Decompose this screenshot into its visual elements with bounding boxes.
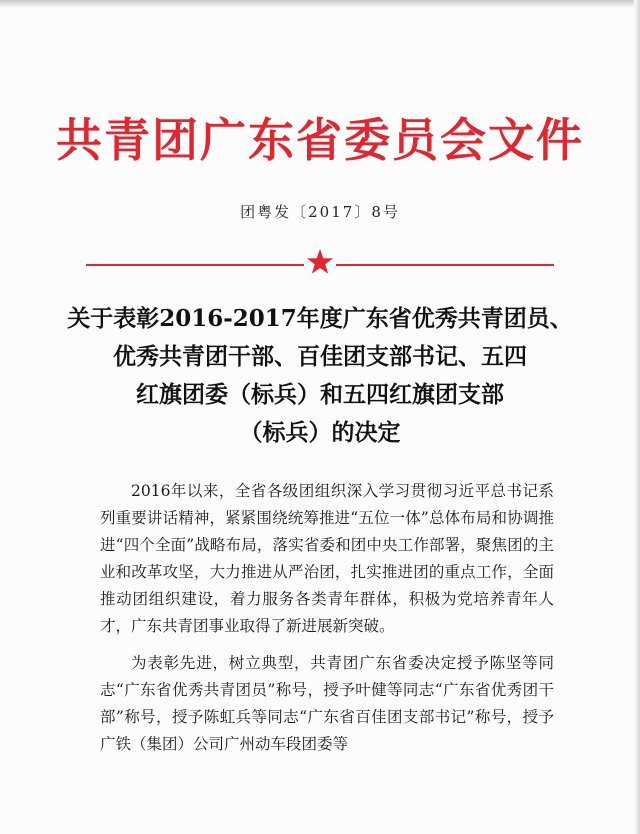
separator-line-left bbox=[86, 264, 304, 266]
title-line: （标兵）的决定 bbox=[239, 419, 401, 446]
title-line: 红旗团委（标兵）和五四红旗团支部 bbox=[136, 381, 504, 408]
red-star-icon bbox=[306, 248, 334, 276]
body-paragraph: 为表彰先进，树立典型，共青团广东省委决定授予陈坚等同志“广东省优秀共青团员”称号，授予叶健等同志“广东省优秀团干部”称号，授予陈虹兵等同志“广东省百佳团支部书记”称号，授予广铁（集团）公司广州动车段团委等 bbox=[100, 654, 554, 753]
page-top-shadow bbox=[0, 0, 640, 8]
title-line: 关于表彰2016-2017年度广东省优秀共青团员、 bbox=[67, 305, 573, 332]
red-separator bbox=[86, 248, 554, 278]
body-paragraph: 2016年以来，全省各级团组织深入学习贯彻习近平总书记系列重要讲话精神，紧紧围绕统筹推进“五位一体”总体布局和协调推进“四个全面”战略布局，落实省委和团中央工作部署，聚焦团的主业和改革攻坚，大力推进从严治团，扎实推进团的重点工作，全面推动团组织建设，着力服务各类青年群体，积极为党培养青年人才，广东共青团事业取得了新进展新突破。 bbox=[100, 482, 554, 635]
document-number: 团粤发〔2017〕8号 bbox=[240, 203, 400, 221]
separator-line-right bbox=[336, 264, 554, 266]
title-line: 优秀共青团干部、百佳团支部书记、五四 bbox=[113, 343, 527, 370]
document-masthead: 共青团广东省委员会文件 bbox=[56, 113, 584, 167]
document-body bbox=[100, 478, 554, 768]
document-title bbox=[60, 300, 580, 452]
